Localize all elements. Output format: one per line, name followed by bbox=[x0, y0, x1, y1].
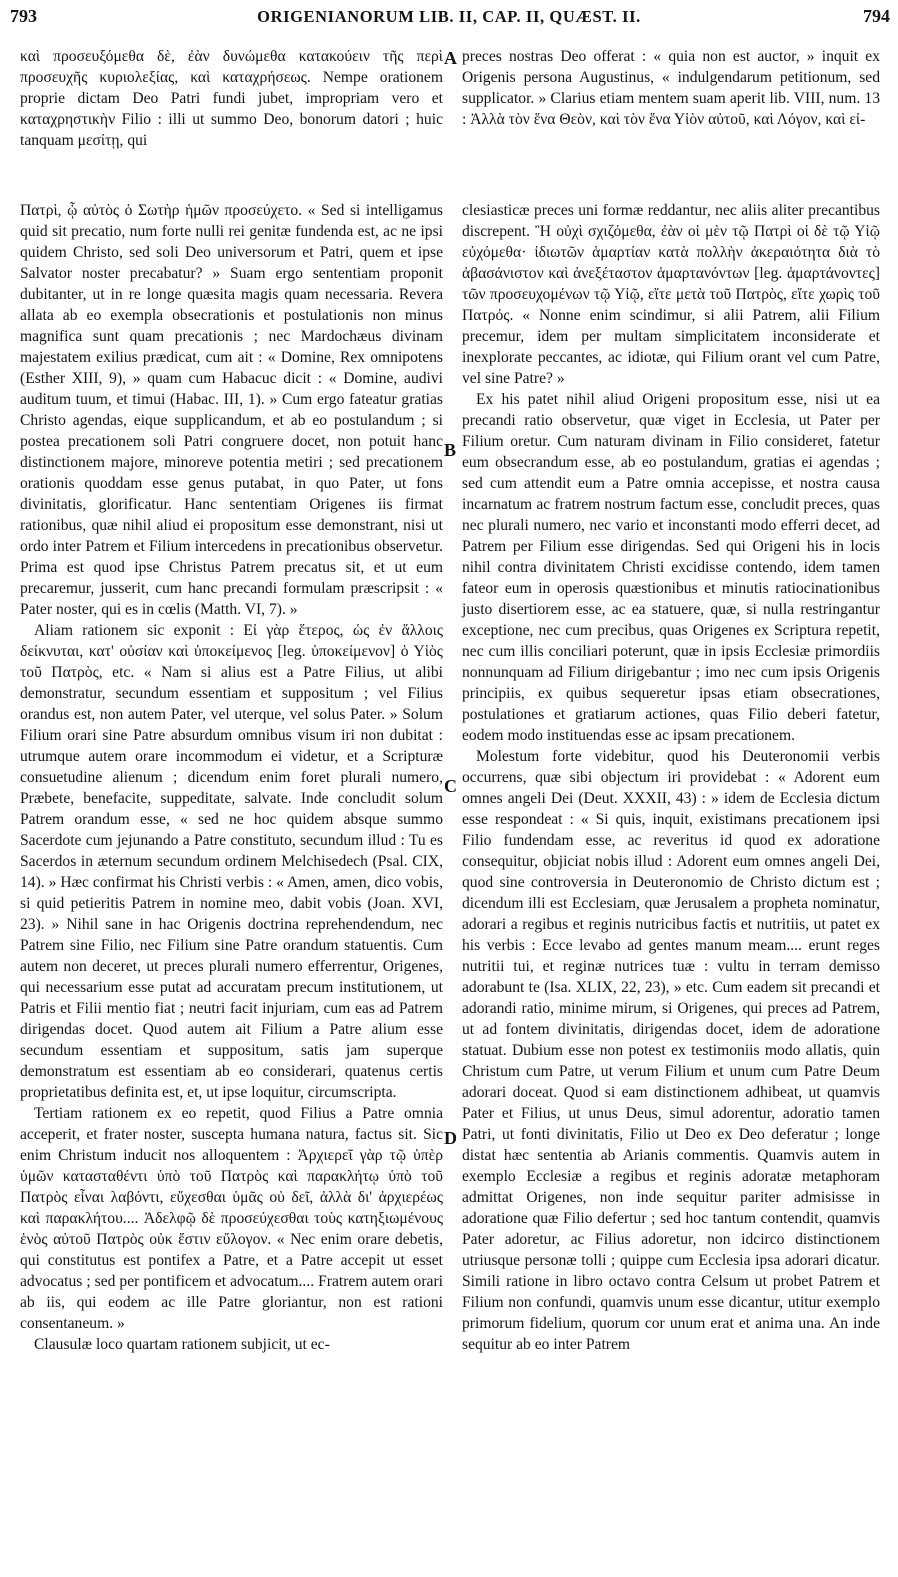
right-column-main bbox=[462, 200, 880, 1355]
paragraph: preces nostras Deo offerat : « quia non est auctor, » inquit ex Origenis persona Augustinus, « indulgendarum petitionum, sed supplicator. » Clarius etiam mentem suam aperit lib. VIII, num. 13 : Ἀλλὰ τὸν ἕνα Θεὸν, καὶ τὸν ἕνα Υἱὸν αὐτοῦ, καὶ Λόγον, καὶ εἰ- bbox=[462, 48, 880, 128]
page-header bbox=[0, 0, 898, 40]
page-number-left: 793 bbox=[10, 6, 37, 26]
paragraph: Clausulæ loco quartam rationem subjicit, ut ec- bbox=[34, 1336, 330, 1353]
left-column-top bbox=[20, 46, 443, 151]
paragraph: Tertiam rationem ex eo repetit, quod Filius a Patre omnia acceperit, et frater noster, suscepta humana natura, factus sit. Sic enim Christum inducit nos alloquentem : Ἀρχιερεῖ γὰρ τῷ ὑπὲρ ὑμῶν κατασταθέντι ὑπὸ τοῦ Πατρὸς καὶ παρακλήτῳ ὑπὸ τοῦ Πατρὸς εἶναι λαβόντι, εὔχεσθαι ὑμᾶς οὐ δεῖ, ἀλλὰ δι' ἀρχιερέως καὶ παρακλήτου.... Ἀδελφῷ δὲ προσεύχεσθαι τοὺς κατηξιωμένους ἑνὸς αὐτοῦ Πατρὸς οὐκ ἔστιν εὔλογον. « Nec enim orare debetis, qui constitutus est pontifex a Patre, et a Patre accepit ut esset advocatus ; sed per pontificem et advocatum.... Fratrem autem orari ab iis, qui eodem ac ille Patre gloriantur, non est rationi consentaneum. » bbox=[20, 1105, 443, 1332]
paragraph: Aliam rationem sic exponit : Εἰ γὰρ ἕτερος, ὡς ἐν ἄλλοις δείκνυται, κατ' οὐσίαν καὶ ὑποκείμενος [leg. ὑποκείμενον] ὁ Υἱὸς τοῦ Πατρὸς, etc. « Nam si alius est a Patre Filius, ut alibi demonstratur, secundum essentiam et suppositum ; vel Filius orandus est, non autem Pater, vel uterque, vel solus Pater. » Solum Filium orari sine Patre absurdum omnibus visum iri non dubitat : utrumque autem orare incommodum ei videtur, et a Scripturæ consuetudine alienum ; dicendum enim foret plurali numero, Præbete, benefacite, suppeditate, salvate. Inde concludit solum Patrem orandum esse, « sed ne hoc quidem absque summo Sacerdote cum jejunando a Patre constituto, secundum illud : Tu es Sacerdos in æternum secundum ordinem Melchisedech (Psal. CIX, 14). » Hæc confirmat his Christi verbis : « Amen, amen, dico vobis, si quid petieritis Patrem in nomine meo, dabit vobis (Joan. XVI, 23). » Nihil sane in hac Origenis doctrina reprehendendum, nec Patrem sine Filio, nec Filium sine Patre orandum statuentis. Cum autem non deceret, ut preces plurali numero efferrentur, Origenes, qui necessarium esse putat ad accuratam precum institutionem, ut Patris et Filii mentio fiat ; neutri facit injuriam, cum eas ad Patrem dirigendas docet. Quod autem ait Filium a Patre alium esse secundum essentiam et suppositum, satis jam superque demonstratum est essentiam ab eo considerari, quatenus certis proprietatibus definita est, et, ut ipse loquitur, circumscripta. bbox=[20, 622, 443, 1101]
paragraph: καὶ προσευξόμεθα δὲ, ἐὰν δυνώμεθα κατακούειν τῆς περὶ προσευχῆς κυριολεξίας, καὶ καταχρήσεως. Nempe orationem proprie dictam Deo Patri fundi jubet, impropriam vero et καταχρηστικὴν Filio : illi ut summo Deo, bonorum datori ; huic tanquam μεσίτῃ, qui bbox=[20, 48, 443, 149]
running-title: ORIGENIANORUM LIB. II, CAP. II, QUÆST. II. bbox=[257, 7, 641, 26]
paragraph: Πατρὶ, ᾧ αὐτὸς ὁ Σωτὴρ ἡμῶν προσεύχετο. « Sed si intelligamus quid sit precatio, num forte nulli rei genitæ fundenda est, ac ne ipsi quidem Christo, sed soli Deo universorum et Patri, quem et ipse Salvator noster precabatur? » Suam ergo sententiam proponit dubitanter, ut in re longe quæsita magis quam necessaria. Revera allata ab eo exempla obsecrationis et postulationis non minus magnifica sunt quam precationis ; nec Mardochæus divinam majestatem exilius prædicat, cum ait : « Domine, Rex omnipotens (Esther XIII, 9), » quam cum Habacuc dicit : « Domine, audivi auditum tuum, et timui (Habac. III, 1). » Cum ergo fateatur gratias Christo agendas, eique supplicandum, et ab eo postulandum ; si postea precationem soli Patri congruere docet, non potuit hanc distinctionem majore, minoreve potentia metiri ; sed precationem orationis quoddam esse genus putabat, in quo Pater, ut fons divinitatis, glorificatur. Hanc sententiam Origenes iis firmat rationibus, quæ nihil aliud ei propositum esse demonstrant, nisi ut ordo inter Patrem et Filium intercedens in precationibus observetur. Prima est quod ipse Christus Patrem precatus sit, et ut eum precaremur, jusserit, cum hanc precandi formulam præscripsit : « Pater noster, qui es in cœlis (Matth. VI, 7). » bbox=[20, 202, 443, 618]
left-column-main bbox=[20, 200, 443, 1355]
paragraph: Ex his patet nihil aliud Origeni propositum esse, nisi ut ea precandi ratio observetur, quæ viget in Ecclesia, ut Pater per Filium oretur. Cum naturam divinam in Filio consideret, fatetur eum obsecrandum esse, ab eo postulandum, gratias ei agendas ; sed cum attendit eum a Patre omnia accepisse, et nostra causa incarnatum ac fratrem nostrum factum esse, concludit preces, quas nec plurali numero, nec vario et inconstanti modo efferri decet, ad Patrem per Filium esse dirigendas. Sed qui Origeni his in locis nihil contra divinitatem Christi excidisse contendo, idem tamen fateor eum in operosis quæstionibus et minutis ratiocinationibus justo disertiorem esse, ac ea statuere, quæ, si nulla restringantur exceptione, nec cum precibus, quas Origenes ex Scriptura repetit, nec cum illis conciliari poterunt, quæ in ipsis Ecclesiæ primordiis nonnunquam ad Filium dirigebantur ; imo nec cum ipsis Origenis principiis, ex quibus sequeretur ipsas etiam obsecrationes, postulationes et gratiarum actiones, quas Filio deberi fatetur, eodem modo instituendas esse ac ipsam precationem. bbox=[462, 391, 880, 744]
section-marker-a: A bbox=[444, 48, 457, 68]
section-marker-b: B bbox=[444, 440, 457, 460]
right-column-top bbox=[462, 46, 880, 130]
paragraph: Molestum forte videbitur, quod his Deuteronomii verbis occurrens, quæ sibi objectum iri providebat : « Adorent eum omnes angeli Dei (Deut. XXXII, 43) : » idem de Ecclesia dictum esse respondeat : « Si quis, inquit, existimans precationem ipsi Filio fundendam esse, ac reveritus id quod ex adoratione consequitur, objiciat nobis illud : Adorent eum omnes angeli Dei, quod sine controversia in Deuteronomio de Christo dictum est ; dicendum illi est Ecclesiam, quæ Jerusalem a propheta nominatur, adorari a regibus et reginis nutricibus factis et nutritiis, ut patet ex his verbis : Ecce levabo ad gentes manum meam.... erunt reges nutritii tui, et reginæ nutrices tuæ : vultu in terram demisso adorabunt te (Isa. XLIX, 22, 23), » etc. Cum eadem sit precandi et adorandi ratio, minime mirum, si Origenes, qui preces ad Patrem, ut ad fontem divinitatis, dirigendas docet, idem de adoratione statuat. Dubium esse non potest ex testimoniis modo allatis, quin Christum cum Patre, ut verum Filium et unum cum Patre Deum adorari doceat. Quod si eam distinctionem adhibeat, ut quamvis Pater et Filius, ut unus Deus, simul adorentur, adoratio tamen Patri, ut fonti divinitatis, Filio ut Deo ex Deo deferatur ; longe distat hæc sententia ab Arianis commentis. Quamvis autem in exemplo Ecclesiæ a regibus et reginis adoratæ metaphoram admittat Origenes, non inde sequitur pariter admisisse in adoratione quæ Filio defertur ; sed hoc tantum contendit, quamvis Pater adoretur, ac Filius adoretur, non idcirco distinctionem utriusque personæ tolli ; quippe cum Ecclesia ipsa adorari dicatur. Simili ratione in libro octavo contra Celsum ut probet Patrem et Filium non confundi, quamvis unum esse dicantur, utitur exemplo primorum fidelium, quorum cor unum erat et anima una. An inde sequitur ab eo inter Patrem bbox=[462, 748, 880, 1353]
paragraph: clesiasticæ preces uni formæ reddantur, nec aliis aliter precantibus discrepent. Ἢ οὐχὶ σχιζόμεθα, ἐὰν οἱ μὲν τῷ Πατρὶ οἱ δὲ τῷ Υἱῷ εὐχόμεθα· ἰδιωτῶν ἁμαρτίαν κατὰ πολλὴν ἀκεραιότητα διὰ τὸ ἀβασάνιστον καὶ ἀνεξέταστον ἁμαρτανόντων [leg. ἁμαρτάνοντες] τῶν προσευχομένων τῷ Υἱῷ, εἴτε μετὰ τοῦ Πατρὸς, εἴτε χωρὶς τοῦ Πατρός. « Nonne enim scindimur, si alii Patrem, alii Filium precemur, idem per multam simplicitatem inconsiderate et inexplorate peccantes, ac idiotæ, qui Filium orant vel cum Patre, vel sine Patre? » bbox=[462, 202, 880, 387]
section-marker-c: C bbox=[444, 776, 457, 796]
section-marker-d: D bbox=[444, 1128, 457, 1148]
page-number-right: 794 bbox=[863, 6, 890, 26]
